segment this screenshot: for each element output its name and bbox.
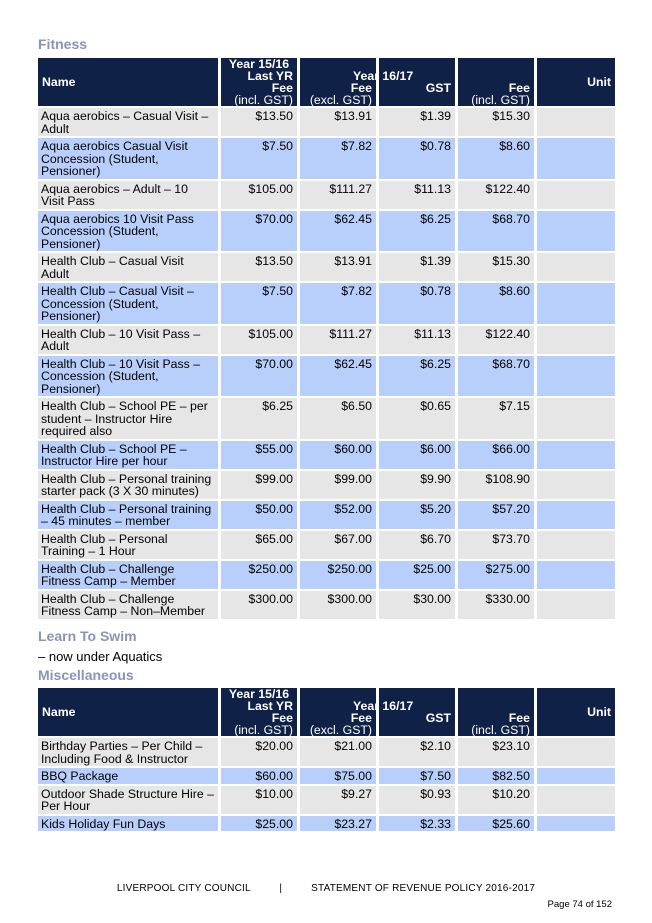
fee-excl-gst-cell: $67.00 [300,531,376,559]
header-fee-incl-sub: (incl. GST) [471,723,530,737]
column-header-name: Name [38,688,218,736]
header-last-yr-fee: Last YR Fee [247,69,293,95]
fee-incl-gst-cell: $7.15 [458,398,534,439]
fee-incl-gst-cell: $68.70 [458,356,534,397]
gst-cell: $6.25 [379,211,455,252]
unit-cell [537,326,615,354]
fitness-heading: Fitness [38,36,88,52]
fee-incl-gst-cell: $10.20 [458,786,534,814]
header-gst: GST [425,711,451,725]
unit-cell [537,768,615,784]
unit-cell [537,561,615,589]
header-fee-sub: (excl. GST) [309,723,372,737]
unit-cell [537,108,615,136]
fee-excl-gst-cell: $9.27 [300,786,376,814]
last-yr-fee-cell: $250.00 [221,561,297,589]
fee-incl-gst-cell: $23.10 [458,738,534,766]
fee-excl-gst-cell: $99.00 [300,471,376,499]
fee-incl-gst-cell: $15.30 [458,108,534,136]
header-last-yr-fee-sub: (incl. GST) [234,93,293,107]
table-row [38,501,615,529]
unit-cell [537,138,615,179]
fee-excl-gst-cell: $6.50 [300,398,376,439]
last-yr-fee-cell: $6.25 [221,398,297,439]
last-yr-fee-cell: $50.00 [221,501,297,529]
fee-excl-gst-cell: $250.00 [300,561,376,589]
last-yr-fee-cell: $105.00 [221,181,297,209]
row-name-cell: Aqua aerobics Casual Visit Concession (Student, Pensioner) [38,138,218,179]
row-name-cell: Aqua aerobics – Adult – 10 Visit Pass [38,181,218,209]
table-row [38,816,615,832]
table-row [38,441,615,469]
row-name-cell: Kids Holiday Fun Days [38,816,218,832]
gst-cell: $7.50 [379,768,455,784]
header-year-15-16: Year 15/16 [228,687,290,701]
table-header-row [38,58,615,106]
column-header-last-yr-fee [221,688,297,736]
row-name-cell: Health Club – 10 Visit Pass – Adult [38,326,218,354]
fee-excl-gst-cell: $52.00 [300,501,376,529]
table-row [38,253,615,281]
fee-excl-gst-cell: $7.82 [300,283,376,324]
row-name-cell: Birthday Parties – Per Child – Including Food & Instructor [38,738,218,766]
gst-cell: $30.00 [379,591,455,619]
unit-cell [537,211,615,252]
row-name-cell: BBQ Package [38,768,218,784]
unit-cell [537,181,615,209]
table-row [38,471,615,499]
last-yr-fee-cell: $13.50 [221,253,297,281]
row-name-cell: Health Club – Challenge Fitness Camp – Member [38,561,218,589]
unit-cell [537,398,615,439]
page-number: Page 74 of 152 [547,899,612,910]
last-yr-fee-cell: $10.00 [221,786,297,814]
column-header-unit: Unit [537,688,615,736]
column-header-fee-incl [458,688,534,736]
fee-incl-gst-cell: $122.40 [458,181,534,209]
fee-excl-gst-cell: $75.00 [300,768,376,784]
footer-organisation: LIVERPOOL CITY COUNCIL [116,883,251,894]
table-row [38,181,615,209]
unit-cell [537,356,615,397]
unit-cell [537,816,615,832]
row-name-cell: Health Club – Personal training starter pack (3 X 30 minutes) [38,471,218,499]
row-name-cell: Health Club – Casual Visit – Concession (Student, Pensioner) [38,283,218,324]
table-row [38,398,615,439]
gst-cell: $0.65 [379,398,455,439]
fee-incl-gst-cell: $57.20 [458,501,534,529]
fee-excl-gst-cell: $13.91 [300,108,376,136]
row-name-cell: Health Club – School PE – per student – Instructor Hire required also [38,398,218,439]
row-name-cell: Health Club – Casual Visit Adult [38,253,218,281]
fee-incl-gst-cell: $66.00 [458,441,534,469]
table-row [38,738,615,766]
gst-cell: $11.13 [379,181,455,209]
table-row [38,211,615,252]
gst-cell: $2.33 [379,816,455,832]
table-row [38,108,615,136]
miscellaneous-heading: Miscellaneous [38,667,134,683]
page-footer [0,883,652,894]
fee-incl-gst-cell: $122.40 [458,326,534,354]
fee-incl-gst-cell: $8.60 [458,283,534,324]
table-row [38,138,615,179]
last-yr-fee-cell: $105.00 [221,326,297,354]
fee-excl-gst-cell: $111.27 [300,181,376,209]
table-row [38,356,615,397]
table-row [38,768,615,784]
last-yr-fee-cell: $13.50 [221,108,297,136]
fee-incl-gst-cell: $330.00 [458,591,534,619]
fee-excl-gst-cell: $7.82 [300,138,376,179]
last-yr-fee-cell: $25.00 [221,816,297,832]
unit-cell [537,786,615,814]
header-year-16-17: Year 16/17 [353,69,414,83]
row-name-cell: Aqua aerobics 10 Visit Pass Concession (Student, Pensioner) [38,211,218,252]
gst-cell: $6.25 [379,356,455,397]
header-last-yr-fee: Last YR Fee [247,699,293,725]
fee-incl-gst-cell: $68.70 [458,211,534,252]
gst-cell: $5.20 [379,501,455,529]
fee-excl-gst-cell: $111.27 [300,326,376,354]
footer-separator: | [279,883,283,894]
table-header-row [38,688,615,736]
unit-cell [537,441,615,469]
row-name-cell: Aqua aerobics – Casual Visit – Adult [38,108,218,136]
last-yr-fee-cell: $7.50 [221,283,297,324]
header-fee-incl-sub: (incl. GST) [471,93,530,107]
fee-incl-gst-cell: $8.60 [458,138,534,179]
column-header-name: Name [38,58,218,106]
fee-incl-gst-cell: $25.60 [458,816,534,832]
gst-cell: $0.78 [379,283,455,324]
row-name-cell: Outdoor Shade Structure Hire – Per Hour [38,786,218,814]
row-name-cell: Health Club – School PE – Instructor Hire per hour [38,441,218,469]
unit-cell [537,471,615,499]
unit-cell [537,738,615,766]
column-header-fee-incl [458,58,534,106]
header-fee: Fee [350,81,372,95]
fee-incl-gst-cell: $15.30 [458,253,534,281]
miscellaneous-fee-table [35,686,618,833]
gst-cell: $0.78 [379,138,455,179]
table-row [38,283,615,324]
gst-cell: $0.93 [379,786,455,814]
fee-incl-gst-cell: $73.70 [458,531,534,559]
last-yr-fee-cell: $20.00 [221,738,297,766]
last-yr-fee-cell: $65.00 [221,531,297,559]
header-last-yr-fee-sub: (incl. GST) [234,723,293,737]
gst-cell: $2.10 [379,738,455,766]
row-name-cell: Health Club – Challenge Fitness Camp – Non–Member [38,591,218,619]
row-name-cell: Health Club – 10 Visit Pass – Concession (Student, Pensioner) [38,356,218,397]
gst-cell: $6.70 [379,531,455,559]
unit-cell [537,531,615,559]
gst-cell: $1.39 [379,108,455,136]
header-year-15-16: Year 15/16 [228,57,290,71]
table-row [38,591,615,619]
fee-excl-gst-cell: $23.27 [300,816,376,832]
header-gst: GST [425,81,451,95]
fee-incl-gst-cell: $108.90 [458,471,534,499]
row-name-cell: Health Club – Personal Training – 1 Hour [38,531,218,559]
footer-document-title: STATEMENT OF REVENUE POLICY 2016-2017 [311,883,536,894]
last-yr-fee-cell: $55.00 [221,441,297,469]
fitness-table-body [38,108,615,619]
last-yr-fee-cell: $60.00 [221,768,297,784]
column-header-unit: Unit [537,58,615,106]
header-fee-sub: (excl. GST) [309,93,372,107]
column-header-last-yr-fee [221,58,297,106]
gst-cell: $1.39 [379,253,455,281]
table-row [38,786,615,814]
learn-to-swim-note: – now under Aquatics [38,649,163,664]
learn-to-swim-heading: Learn To Swim [38,628,137,644]
fitness-fee-table [35,56,618,621]
header-fee: Fee [350,711,372,725]
last-yr-fee-cell: $7.50 [221,138,297,179]
last-yr-fee-cell: $70.00 [221,356,297,397]
fee-excl-gst-cell: $300.00 [300,591,376,619]
miscellaneous-table-body [38,738,615,831]
header-fee-incl: Fee [508,711,530,725]
table-row [38,326,615,354]
gst-cell: $6.00 [379,441,455,469]
fee-excl-gst-cell: $62.45 [300,356,376,397]
last-yr-fee-cell: $99.00 [221,471,297,499]
fee-excl-gst-cell: $60.00 [300,441,376,469]
header-fee-incl: Fee [508,81,530,95]
last-yr-fee-cell: $300.00 [221,591,297,619]
unit-cell [537,501,615,529]
table-row [38,561,615,589]
header-year-16-17: Year 16/17 [353,699,414,713]
last-yr-fee-cell: $70.00 [221,211,297,252]
fee-excl-gst-cell: $62.45 [300,211,376,252]
row-name-cell: Health Club – Personal training – 45 minutes – member [38,501,218,529]
unit-cell [537,591,615,619]
fee-excl-gst-cell: $21.00 [300,738,376,766]
unit-cell [537,283,615,324]
unit-cell [537,253,615,281]
fee-incl-gst-cell: $275.00 [458,561,534,589]
fee-excl-gst-cell: $13.91 [300,253,376,281]
gst-cell: $25.00 [379,561,455,589]
table-row [38,531,615,559]
gst-cell: $9.90 [379,471,455,499]
gst-cell: $11.13 [379,326,455,354]
fee-incl-gst-cell: $82.50 [458,768,534,784]
